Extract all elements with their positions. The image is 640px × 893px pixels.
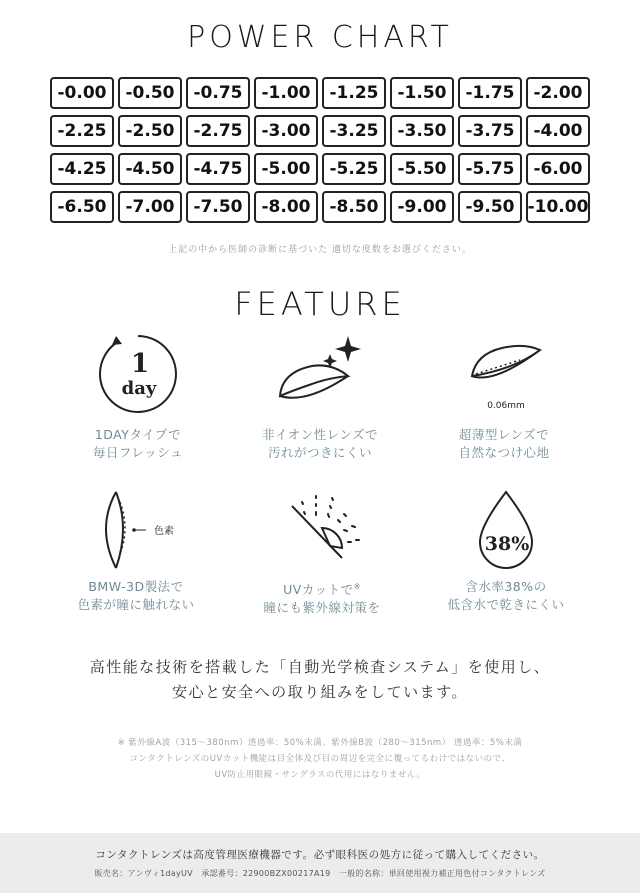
- feature-4-line1: BMW-3D製法で: [88, 579, 184, 594]
- feature-5-footnote-mark: ※: [353, 582, 361, 591]
- thin-lens-icon: [454, 332, 554, 416]
- feature-5-line1: UVカットで※: [283, 582, 361, 598]
- feature-non-ionic: [220, 332, 420, 462]
- power-cell: -2.75: [186, 115, 250, 147]
- feature-5-line2: 瞳にも紫外線対策を: [263, 600, 381, 616]
- power-cell: -2.25: [50, 115, 114, 147]
- power-cell: -4.50: [118, 153, 182, 185]
- lens-cross-section-icon: [86, 488, 186, 572]
- 1day-word: day: [121, 378, 157, 399]
- power-cell: -3.25: [322, 115, 386, 147]
- power-cell: -7.50: [186, 191, 250, 223]
- power-cell: -5.25: [322, 153, 386, 185]
- lens-sparkle-icon: [270, 332, 370, 416]
- thickness-label: 0.06mm: [487, 401, 525, 411]
- power-chart-note: 上記の中から医師の診断に基づいた 適切な度数をお選びください。: [168, 245, 472, 255]
- power-cell: -0.00: [50, 77, 114, 109]
- feature-title: FEATURE: [234, 285, 406, 323]
- footer-warning: コンタクトレンズは高度管理医療機器です。必ず眼科医の処方に従って購入してください。: [95, 849, 545, 861]
- power-cell: -3.50: [390, 115, 454, 147]
- feature-water-content: [406, 488, 606, 614]
- power-cell: -3.00: [254, 115, 318, 147]
- power-cell: -1.25: [322, 77, 386, 109]
- power-chart-title: POWER CHART: [187, 20, 453, 55]
- power-cell: -8.00: [254, 191, 318, 223]
- power-cell: -1.75: [458, 77, 522, 109]
- tagline-line2: 安心と安全への取り組みをしています。: [172, 683, 468, 701]
- feature-6-line2: 低含水で乾きにくい: [447, 597, 565, 612]
- power-cell: -1.00: [254, 77, 318, 109]
- power-cell: -6.00: [526, 153, 590, 185]
- footer: [0, 833, 640, 893]
- feature-4-line2: 色素が瞳に触れない: [77, 597, 195, 612]
- feature-bmw-3d: [36, 488, 236, 614]
- tagline: [0, 655, 640, 705]
- power-cell: -7.00: [118, 191, 182, 223]
- pigment-label: 色素: [154, 526, 174, 537]
- power-cell: -10.00: [526, 191, 590, 223]
- power-cell: -2.50: [118, 115, 182, 147]
- power-cell: -0.75: [186, 77, 250, 109]
- power-cell: -5.50: [390, 153, 454, 185]
- feature-2-line2: 汚れがつきにくい: [267, 445, 372, 460]
- power-chart-grid: [50, 77, 590, 223]
- power-cell: -4.00: [526, 115, 590, 147]
- footer-product-info: 販売名：アンヴィ1dayUV 承認番号：22900BZX00217A19 一般的名称：単回使用視力補正用色付コンタクトレンズ: [94, 869, 546, 878]
- power-cell: -8.50: [322, 191, 386, 223]
- feature-3-line2: 自然なつけ心地: [458, 445, 550, 460]
- power-cell: -5.75: [458, 153, 522, 185]
- feature-1-line1: 1DAYタイプで: [94, 427, 182, 442]
- feature-uv-cut: [222, 488, 422, 617]
- footnotes: [0, 735, 640, 783]
- 1day-number: 1: [130, 349, 150, 379]
- footnote-line1: ※ 紫外線A波（315〜380nm）透過率：50%未満、紫外線B波（280〜315nm） 透過率：5%未満: [117, 738, 523, 748]
- power-cell: -6.50: [50, 191, 114, 223]
- power-cell: -0.50: [118, 77, 182, 109]
- uv-sun-icon: [272, 488, 372, 572]
- water-percent-label: 38%: [484, 533, 530, 555]
- water-drop-icon: [456, 488, 556, 572]
- feature-6-line1: 含水率38%の: [465, 579, 547, 594]
- feature-2-line1: 非イオン性レンズで: [262, 427, 378, 442]
- power-cell: -2.00: [526, 77, 590, 109]
- footnote-line3: UV防止用眼鏡・サングラスの代用にはなりません。: [214, 770, 426, 780]
- tagline-line1: 高性能な技術を搭載した「自動光学検査システム」を使用し、: [89, 658, 551, 676]
- power-cell: -9.00: [390, 191, 454, 223]
- feature-1-line2: 毎日フレッシュ: [92, 445, 184, 460]
- power-cell: -3.75: [458, 115, 522, 147]
- feature-1day: [38, 332, 238, 462]
- power-cell: -1.50: [390, 77, 454, 109]
- feature-thin-lens: [404, 332, 604, 462]
- power-cell: -5.00: [254, 153, 318, 185]
- feature-3-line1: 超薄型レンズで: [458, 427, 550, 442]
- footnote-line2: コンタクトレンズのUVカット機能は目全体及び目の周辺を完全に覆ってるわけではないので、: [129, 754, 511, 764]
- power-cell: -4.25: [50, 153, 114, 185]
- power-cell: -4.75: [186, 153, 250, 185]
- power-cell: -9.50: [458, 191, 522, 223]
- 1day-circle-icon: [96, 332, 180, 416]
